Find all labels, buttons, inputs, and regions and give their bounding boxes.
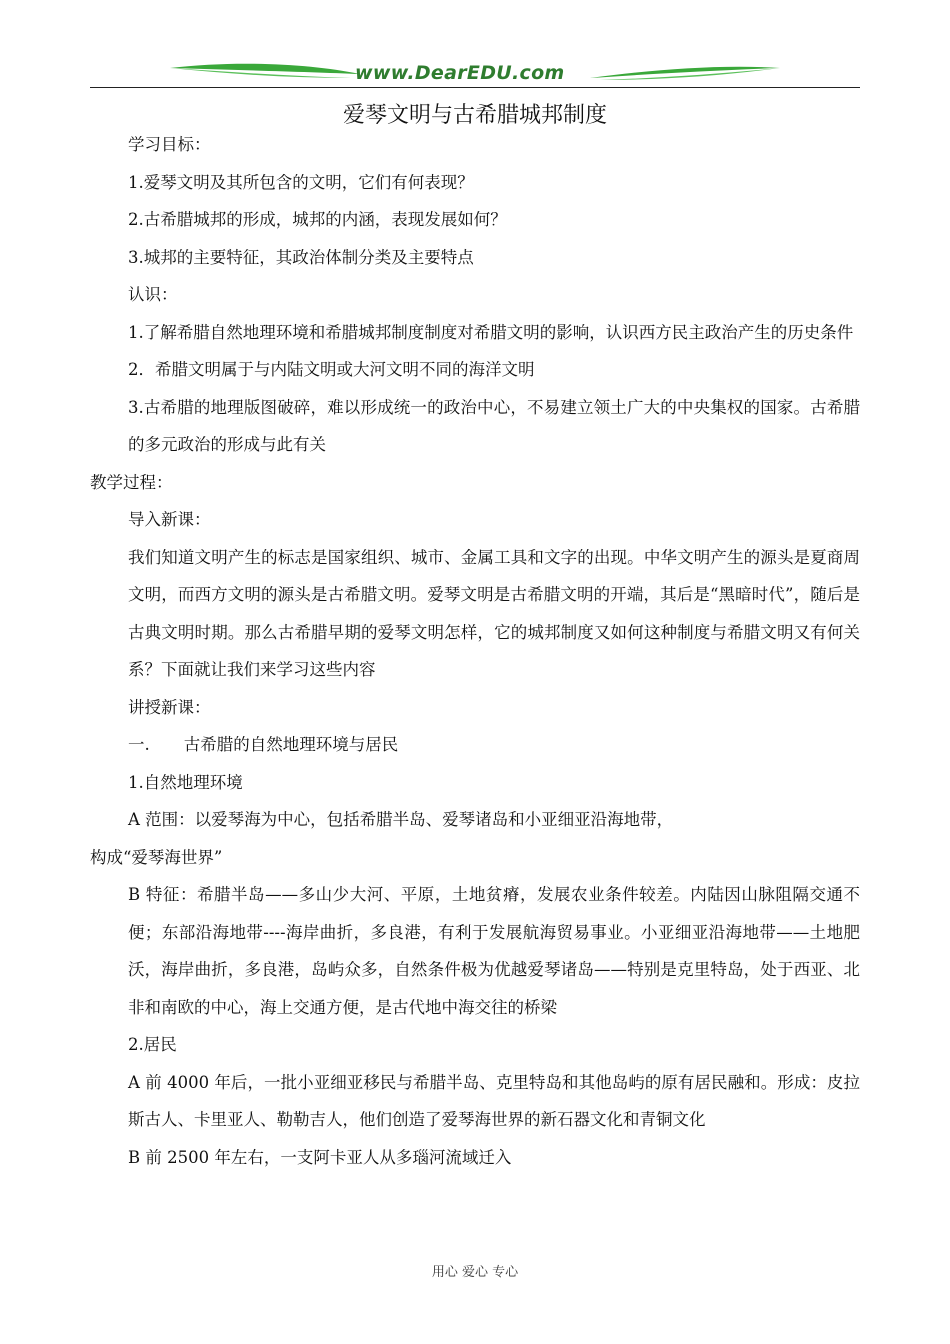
scope-line: 构成“爱琴海世界” (90, 847, 223, 867)
header-divider (90, 87, 860, 88)
document-body (90, 126, 860, 1176)
subsection-heading: 2.居民 (128, 1035, 177, 1054)
page-footer: 用心 爱心 专心 (431, 1265, 519, 1280)
section-number: 一. (128, 735, 150, 754)
scope-line: A 范围：以爱琴海为中心，包括希腊半岛、爱琴诸岛和小亚细亚沿海地带， (128, 810, 674, 829)
section-title: 古希腊的自然地理环境与居民 (183, 735, 399, 754)
intro-heading: 导入新课： (128, 510, 211, 529)
recognition-heading: 认识： (128, 285, 178, 304)
section-heading (90, 726, 860, 764)
residents-paragraph: B 前 2500 年左右，一支阿卡亚人从多瑙河流域迁入 (128, 1147, 512, 1167)
intro-paragraph: 我们知道文明产生的标志是国家组织、城市、金属工具和文字的出现。中华文明产生的源头是夏商周文明，而西方文明的源头是古希腊文明。爱琴文明是古希腊文明的开端，其后是“黑暗时代”，随后是古典文明时期。那么古希腊早期的爱琴文明怎样，它的城邦制度又如何这种制度与希腊文明又有何关系？下面就让我们来学习这些内容 (128, 547, 860, 679)
features-paragraph: B 特征：希腊半岛——多山少大河、平原，土地贫瘠，发展农业条件较差。内陆因山脉阻隔交通不便；东部沿海地带----海岸曲折，多良港，有利于发展航海贸易事业。小亚细亚沿海地带——土地肥沃，海岸曲折，多良港，岛屿众多，自然条件极为优越爱琴诸岛——特别是克里特岛，处于西亚、北非和南欧的中心，海上交通方便，是古代地中海交往的桥梁 (128, 885, 860, 1017)
objective-item: 1.爱琴文明及其所包含的文明，它们有何表现？ (128, 172, 474, 192)
site-logo[interactable]: www.DearEDU.com (355, 62, 565, 84)
objective-item: 2.古希腊城邦的形成，城邦的内涵，表现发展如何？ (128, 210, 507, 229)
lecture-heading: 讲授新课： (128, 697, 211, 717)
objective-item: 3.城邦的主要特征，其政治体制分类及主要特点 (128, 247, 474, 267)
subsection-heading: 1.自然地理环境 (128, 772, 243, 792)
recognition-item: 3.古希腊的地理版图破碎，难以形成统一的政治中心，不易建立领土广大的中央集权的国家。古希腊的多元政治的形成与此有关 (128, 397, 860, 454)
residents-paragraph: A 前 4000 年后，一批小亚细亚移民与希腊半岛、克里特岛和其他岛屿的原有居民融和。形成：皮拉斯古人、卡里亚人、勒勒吉人，他们创造了爱琴海世界的新石器文化和青铜文化 (128, 1072, 860, 1129)
process-heading: 教学过程： (90, 472, 173, 492)
recognition-item: 2．希腊文明属于与内陆文明或大河文明不同的海洋文明 (128, 360, 535, 379)
objectives-heading: 学习目标： (128, 135, 211, 154)
recognition-item: 1.了解希腊自然地理环境和希腊城邦制度制度对希腊文明的影响，认识西方民主政治产生的历史条件 (128, 322, 854, 342)
document-title: 爱琴文明与古希腊城邦制度 (342, 103, 607, 128)
